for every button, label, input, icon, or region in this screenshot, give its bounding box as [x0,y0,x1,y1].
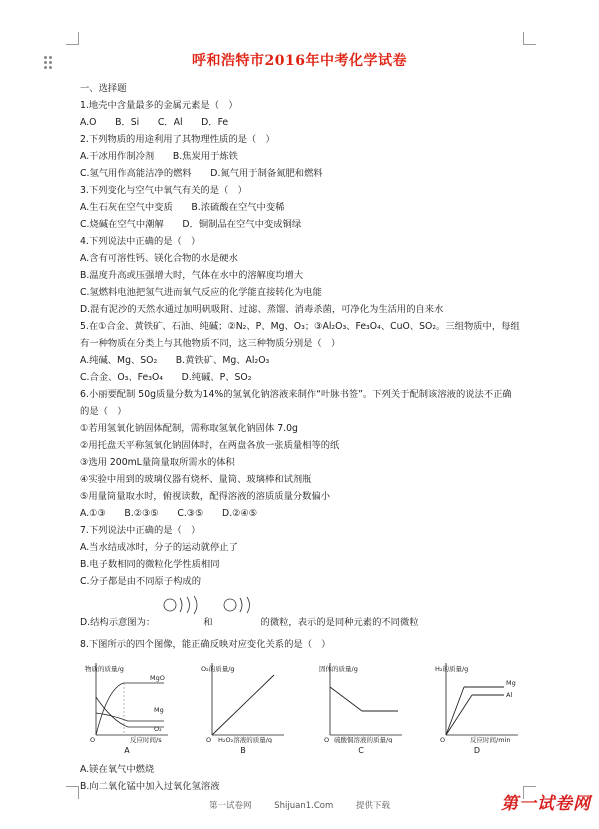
question-7-option-d [80,590,520,636]
question-line-19: ②用托盘天平称氢氧化钠固体时，在两盘各放一张质量相等的纸 [80,440,340,451]
question-line-14: 5.在①合金、黄铁矿、石油、纯碱；②N₂、P、Mg、O₃；③Al₂O₃、Fe₃O₄、CuO、SO₂。三组物质中，每组有一种物质在分类上与其他物质不同，这三种物质分别是（ ） [80,321,520,349]
graph-d-series-label-al: Al [506,691,513,699]
graph-c-origin: O [324,736,330,743]
question-list [80,80,520,590]
crop-mark-bottom-left [66,786,79,799]
atom-structure-diagram-1 [162,594,202,616]
graph-b-ylabel: O₂的质量/g [201,665,235,673]
graph-a-origin: O [90,736,96,743]
footer-site-name: 第一试卷网 [209,801,252,811]
question-line-9: 4.下列说法中正确的是（ ） [80,236,201,247]
graph-b-letter: B [240,746,246,755]
graph-b-xlabel: H₂O₂溶液的质量/g [218,736,273,743]
graph-c-letter: C [358,746,364,755]
question-line-25: A.当水结成冰时，分子的运动就停止了 [80,542,238,553]
question-line-26: B.电子数相同的微粒化学性质相同 [80,559,220,570]
graph-a-series-label-o2: O₂ [154,725,162,733]
document-body [80,80,520,795]
graph-d-origin: O [440,736,446,743]
graph-c-xlabel: 硫酸铜溶液的质量/g [334,736,393,743]
footer-download-note: 提供下载 [355,801,390,811]
graph-a-series-o2 [96,713,164,721]
question-line-21: ④实验中用到的玻璃仪器有烧杯、量筒、玻璃棒和试剂瓶 [80,474,312,485]
graph-a-series-label-mg: Mg [154,706,164,714]
question-line-3: 2.下列物质的用途利用了其物理性质的是（ ） [80,134,275,145]
option-line-1: B.向二氧化锰中加入过氧化氢溶液 [80,781,220,792]
question-line-15: A.纯碱、Mg、SO₂ B.黄铁矿、Mg、Al₂O₃ [80,355,270,366]
question-line-23: A.①③ B.②③⑤ C.③⑤ D.②④⑤ [80,508,258,519]
option-line-0: A.镁在氧气中燃烧 [80,764,155,775]
question-line-11: B.温度升高或压强增大时，气体在水中的溶解度均增大 [80,270,304,281]
graph-b [200,657,286,753]
question-line-17: 6.小丽要配制 50g质量分数为14%的氢氧化钠溶液来制作“叶脉书签”。下列关于配制该溶液的说法不正确的是（ ） [80,389,512,417]
graph-d [434,657,520,753]
graph-c-ylabel: 固体的质量/g [319,665,358,673]
q7d-suffix: 的微粒，表示的是同种元素的不同微粒 [260,617,419,628]
question-line-22: ⑤用量筒量取水时，俯视读数，配得溶液的溶质质量分数偏小 [80,491,331,502]
graph-a-ylabel: 物质的质量/g [85,665,124,673]
q7d-prefix: D.结构示意图为： [80,617,156,628]
question-line-1: 1.地壳中含量最多的金属元素是（ ） [80,100,238,111]
question-line-13: D.混有泥沙的天然水通过加明矾吸附、过滤、蒸馏、消毒杀菌，可净化为生活用的自来水 [80,304,444,315]
document-title: 呼和浩特市2016年中考化学试卷 [192,53,407,69]
graph-d-ylabel: H₂的质量/g [435,665,469,673]
question-line-8: C.烧碱在空气中潮解 D．铜制品在空气中变成铜绿 [80,219,302,230]
question-line-4: A.干冰用作制冷剂 B.焦炭用于炼铁 [80,151,238,162]
question-line-0: 一、选择题 [80,83,127,94]
question-line-20: ③选用 200mL量筒量取所需水的体积 [80,457,235,468]
graph-d-xlabel: 反应时间/min [470,736,511,743]
graph-d-series-label-mg: Mg [506,679,516,687]
question-line-27: C.分子都是由不同原子构成的 [80,576,202,587]
question-8: 8.下图所示的四个图像，能正确反映对应变化关系的是（ ） [80,639,331,650]
graph-c [318,657,404,753]
question-line-2: A.O B．Si C．Al D．Fe [80,117,229,128]
atom-structure-diagram-2 [222,594,262,616]
graph-a-xlabel: 反应时间/s [130,736,162,743]
question-line-24: 7.下列说法中正确的是（ ） [80,525,201,536]
question-line-18: ①若用氢氧化钠固体配制，需称取氢氧化钠固体 7.0g [80,423,298,434]
question-8-graphs [80,657,520,755]
crop-mark-top-left [66,32,79,45]
question-line-16: C.合金、O₃、Fe₃O₄ D.纯碱、P、SO₂ [80,372,252,383]
graph-b-origin: O [206,736,212,743]
graph-a-series-label-mgo: MgO [150,674,165,682]
crop-mark-top-right [523,32,536,45]
q7d-text [80,614,419,628]
graph-c-line-falling [330,687,362,711]
graph-a [84,657,170,753]
question-8-options [80,761,520,795]
footer-site-url[interactable]: Shijuan1.Com [274,801,334,811]
question-line-7: A.生石灰在空气中变质 B.浓硫酸在空气中变稀 [80,202,285,213]
question-line-10: A.含有可溶性钙、镁化合物的水是硬水 [80,253,238,264]
q7d-and: 和 [203,617,213,628]
question-line-12: C.氢燃料电池把氢气进而氧气反应的化学能直接转化为电能 [80,287,322,298]
graph-a-letter: A [124,746,130,755]
question-line-6: 3.下列变化与空气中氧气有关的是（ ） [80,185,247,196]
graph-b-line [212,675,274,735]
graph-d-letter: D [473,746,481,755]
question-line-5: C.氢气用作高能洁净的燃料 D.氮气用于制备氮肥和燃料 [80,168,323,179]
brand-logo: 第一试卷网 [501,794,591,814]
